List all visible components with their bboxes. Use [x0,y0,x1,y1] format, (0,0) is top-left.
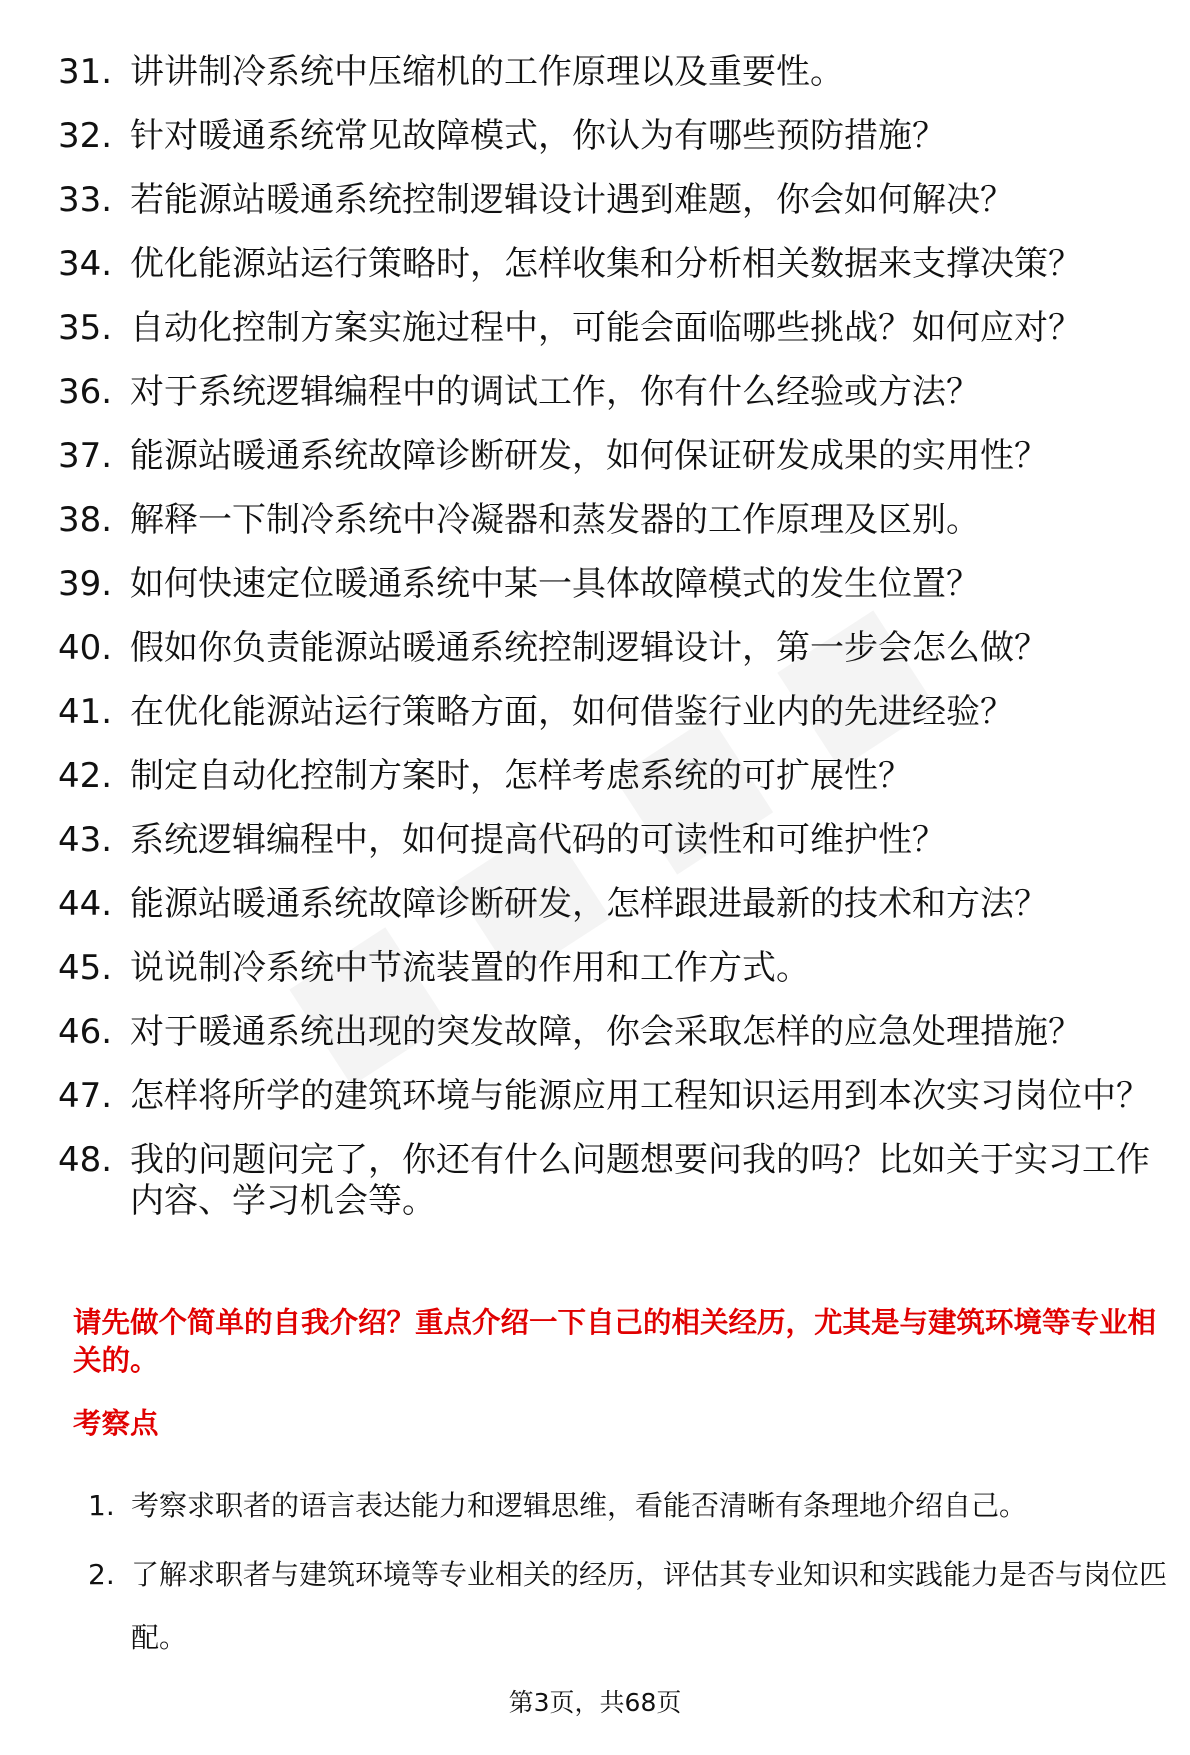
question-item [58,1140,1158,1222]
question-number: 31. [58,52,113,92]
question-item [58,820,1158,861]
page-footer: 第3页，共68页 [508,1688,682,1717]
question-number: 34. [58,244,113,284]
question-text: 系统逻辑编程中，如何提高代码的可读性和可维护性？ [130,820,946,860]
question-text: 怎样将所学的建筑环境与能源应用工程知识运用到本次实习岗位中？ [130,1076,1150,1116]
question-number: 44. [58,884,113,924]
section-heading: 请先做个简单的自我介绍？重点介绍一下自己的相关经历，尤其是与建筑环境等专业相关的。 [73,1306,1157,1377]
question-item [58,436,1158,477]
assessment-point [88,1474,1168,1537]
question-text: 讲讲制冷系统中压缩机的工作原理以及重要性。 [130,52,844,92]
question-text: 说说制冷系统中节流装置的作用和工作方式。 [130,948,810,988]
question-text: 制定自动化控制方案时，怎样考虑系统的可扩展性？ [130,756,912,796]
point-number: 2. [88,1558,115,1591]
question-text: 对于系统逻辑编程中的调试工作，你有什么经验或方法？ [130,372,980,412]
question-item [58,180,1158,221]
question-item [58,1012,1158,1053]
question-item [58,372,1158,413]
question-number: 42. [58,756,113,796]
question-number: 41. [58,692,113,732]
question-text: 如何快速定位暖通系统中某一具体故障模式的发生位置？ [130,564,980,604]
point-number: 1. [88,1489,115,1522]
question-text: 我的问题问完了，你还有什么问题想要问我的吗？比如关于实习工作内容、学习机会等。 [130,1140,1150,1221]
question-number: 45. [58,948,113,988]
question-number: 38. [58,500,113,540]
assessment-points-list [88,1474,1168,1675]
point-text: 考察求职者的语言表达能力和逻辑思维，看能否清晰有条理地介绍自己。 [131,1489,1028,1522]
question-item [58,116,1158,157]
question-text: 解释一下制冷系统中冷凝器和蒸发器的工作原理及区别。 [130,500,980,540]
question-number: 40. [58,628,113,668]
question-number: 37. [58,436,113,476]
question-number: 48. [58,1140,113,1180]
question-text: 对于暖通系统出现的突发故障，你会采取怎样的应急处理措施？ [130,1012,1082,1052]
question-item [58,308,1158,349]
question-item [58,756,1158,797]
question-list [58,52,1158,1245]
question-text: 自动化控制方案实施过程中，可能会面临哪些挑战？如何应对？ [130,308,1082,348]
question-number: 46. [58,1012,113,1052]
question-number: 36. [58,372,113,412]
question-item [58,500,1158,541]
question-number: 39. [58,564,113,604]
question-item [58,948,1158,989]
question-text: 若能源站暖通系统控制逻辑设计遇到难题，你会如何解决？ [130,180,1014,220]
question-item [58,244,1158,285]
question-item [58,52,1158,93]
question-item [58,628,1158,669]
question-text: 优化能源站运行策略时，怎样收集和分析相关数据来支撑决策？ [130,244,1082,284]
question-text: 在优化能源站运行策略方面，如何借鉴行业内的先进经验？ [130,692,1014,732]
point-text: 了解求职者与建筑环境等专业相关的经历，评估其专业知识和实践能力是否与岗位匹配。 [131,1558,1168,1654]
question-text: 针对暖通系统常见故障模式，你认为有哪些预防措施？ [130,116,946,156]
question-number: 43. [58,820,113,860]
section-subheading: 考察点 [73,1407,159,1440]
question-item [58,692,1158,733]
question-text: 能源站暖通系统故障诊断研发，怎样跟进最新的技术和方法？ [130,884,1048,924]
question-text: 能源站暖通系统故障诊断研发，如何保证研发成果的实用性？ [130,436,1048,476]
question-number: 32. [58,116,113,156]
question-number: 33. [58,180,113,220]
question-number: 35. [58,308,113,348]
question-item [58,884,1158,925]
question-item [58,564,1158,605]
question-number: 47. [58,1076,113,1116]
question-text: 假如你负责能源站暖通系统控制逻辑设计，第一步会怎么做？ [130,628,1048,668]
question-item [58,1076,1158,1117]
assessment-point [88,1543,1168,1669]
